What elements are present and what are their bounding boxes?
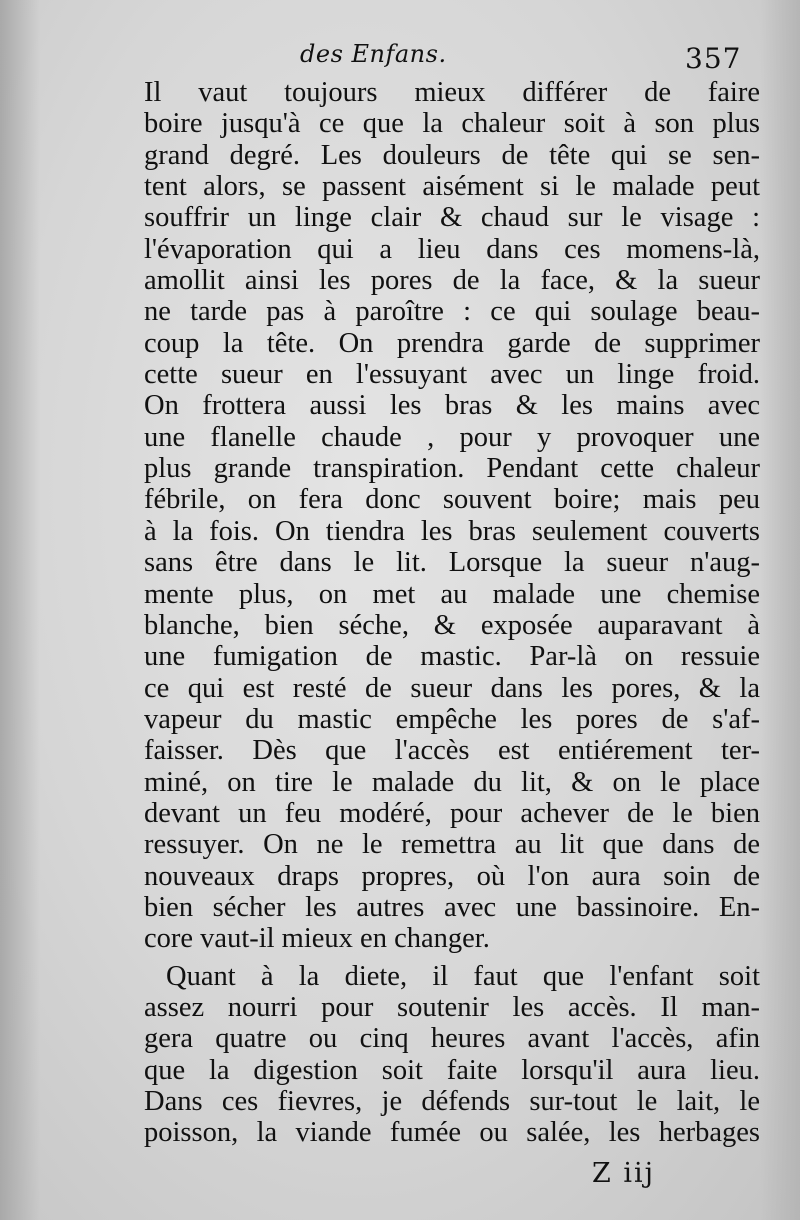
text-line: ressuyer. On ne le remettra au lit que dans de bbox=[144, 829, 760, 861]
text-line: une flanelle chaude , pour y provoquer une bbox=[144, 421, 760, 453]
text-line: tent alors, se passent aisément si le malade peut bbox=[144, 171, 760, 203]
text-line: coup la tête. On prendra garde de supprimer bbox=[144, 327, 760, 359]
text-line: Il vaut toujours mieux différer de faire bbox=[144, 77, 760, 108]
text-line: que la digestion soit faite lorsqu'il aura lieu. bbox=[144, 1054, 760, 1086]
text-line: devant un feu modéré, pour achever de le bien bbox=[144, 797, 760, 829]
text-line: souffrir un linge clair & chaud sur le visage : bbox=[144, 202, 760, 234]
text-line: boire jusqu'à ce que la chaleur soit à son plus bbox=[144, 108, 760, 140]
text-line: bien sécher les autres avec une bassinoire. En- bbox=[144, 891, 760, 923]
text-line: sans être dans le lit. Lorsque la sueur n'aug- bbox=[144, 547, 760, 579]
text-line: blanche, bien séche, & exposée auparavant à bbox=[144, 609, 760, 641]
text-line: à la fois. On tiendra les bras seulement couverts bbox=[144, 515, 760, 547]
running-head: des Enfans. bbox=[300, 40, 447, 68]
text-line: Quant à la diete, il faut que l'enfant soit bbox=[166, 960, 760, 992]
text-line: mente plus, on met au malade une chemise bbox=[144, 578, 760, 610]
text-line: grand degré. Les douleurs de tête qui se sen- bbox=[144, 139, 760, 171]
signature-mark: Z iij bbox=[592, 1158, 655, 1189]
text-line: core vaut-il mieux en changer. bbox=[144, 923, 490, 955]
text-line: miné, on tire le malade du lit, & on le place bbox=[144, 766, 760, 798]
text-line: ne tarde pas à paroître : ce qui soulage beau- bbox=[144, 296, 760, 328]
text-line: cette sueur en l'essuyant avec un linge froid. bbox=[144, 359, 760, 391]
text-line: vapeur du mastic empêche les pores de s'af- bbox=[144, 703, 760, 735]
text-line: amollit ainsi les pores de la face, & la sueur bbox=[144, 265, 760, 297]
text-line: ce qui est resté de sueur dans les pores, & la bbox=[144, 672, 760, 704]
text-line: fébrile, on fera donc souvent boire; mais peu bbox=[144, 484, 760, 516]
text-line: l'évaporation qui a lieu dans ces momens-là, bbox=[144, 233, 760, 265]
text-line: plus grande transpiration. Pendant cette chaleur bbox=[144, 453, 760, 485]
text-line: Dans ces fievres, je défends sur-tout le lait, le bbox=[144, 1086, 760, 1117]
body-text bbox=[144, 77, 760, 1149]
text-line: faisser. Dès que l'accès est entiérement ter- bbox=[144, 735, 760, 767]
text-line: assez nourri pour soutenir les accès. Il man- bbox=[144, 991, 760, 1023]
page-shadow-right bbox=[760, 0, 800, 1220]
text-line: une fumigation de mastic. Par-là on ressuie bbox=[144, 641, 760, 673]
page-shadow-left bbox=[0, 0, 40, 1220]
text-line: gera quatre ou cinq heures avant l'accès, afin bbox=[144, 1023, 760, 1055]
text-line: nouveaux draps propres, où l'on aura soin de bbox=[144, 860, 760, 892]
page-number: 357 bbox=[685, 42, 742, 75]
text-line: On frottera aussi les bras & les mains avec bbox=[144, 390, 760, 422]
text-line: poisson, la viande fumée ou salée, les herbages bbox=[144, 1117, 760, 1149]
